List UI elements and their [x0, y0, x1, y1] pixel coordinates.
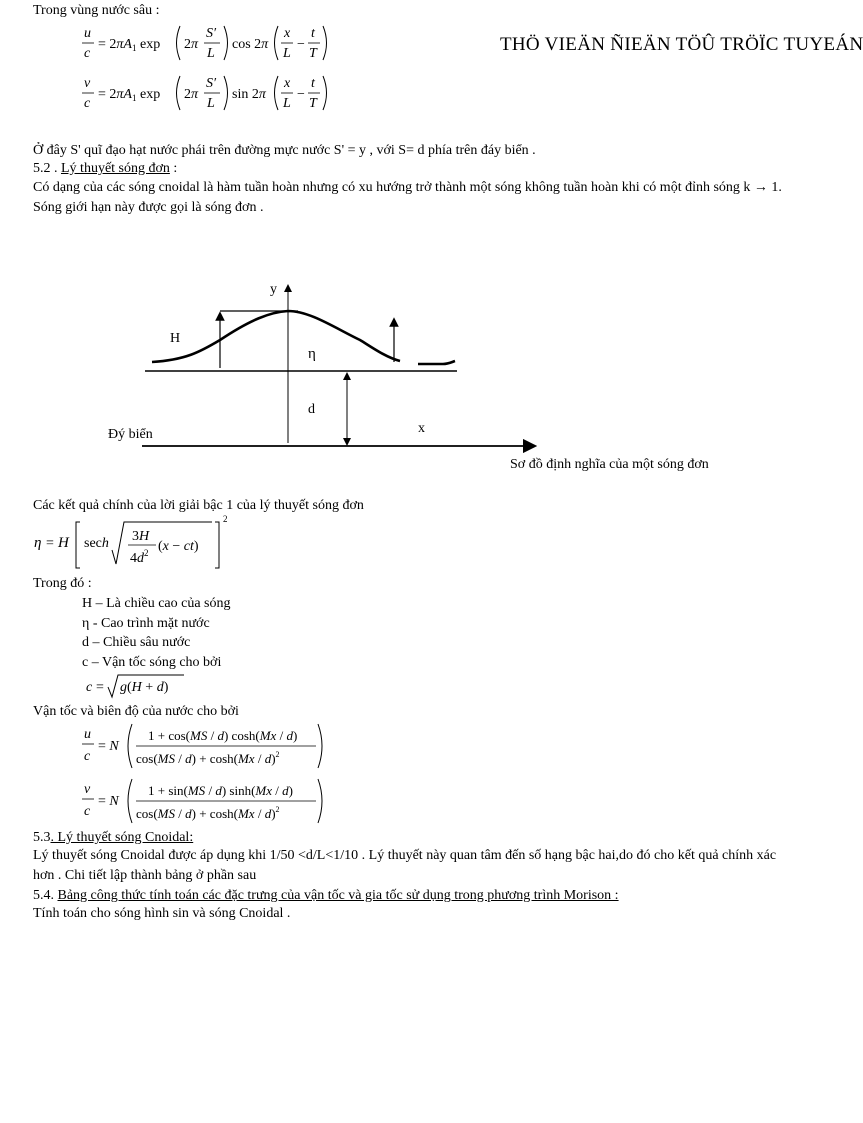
- section-number: 5.3: [33, 830, 51, 845]
- svg-text:g(H + d): g(H + d): [120, 680, 169, 695]
- label-x: x: [418, 421, 425, 436]
- svg-text:4d2: $4d^2$: [130, 548, 149, 566]
- section-title: Lý thuyết sóng đơn: [61, 161, 170, 176]
- svg-text:x: x: [284, 76, 291, 91]
- section-5-2-body: Có dạng của các sóng cnoidal là hàm tuần hoàn nhưng có xu hướng trở thành một sóng không tuần hoàn khi có một đỉnh sóng k → 1. Sóng giới hạn này được gọi là sóng đơn .: [33, 180, 782, 215]
- svg-text:t: t: [311, 76, 315, 91]
- svg-text:2: 2: [223, 514, 228, 524]
- svg-text:3H: 3H: [132, 529, 150, 544]
- svg-text:x: x: [284, 26, 291, 41]
- svg-text:S′: S′: [206, 76, 217, 91]
- svg-text:L: L: [207, 46, 215, 61]
- section-5-3-heading: [33, 829, 193, 846]
- svg-text:cos(MS / d) + cosh(Mx / d)2: cos(MS / d) + cosh(Mx / d)$^2$: [136, 750, 280, 766]
- svg-text:T: T: [309, 96, 317, 111]
- svg-text:−: −: [297, 87, 305, 102]
- svg-text:1 + sin(MS / d) sinh(Mx / d): 1 + sin(MS / d) sinh(Mx / d): [148, 783, 293, 798]
- diagram-caption: Sơ đồ định nghĩa của một sóng đơn: [510, 457, 709, 472]
- svg-text:−: −: [297, 37, 305, 52]
- section-5-4-body: Tính toán cho sóng hình sin và sóng Cnoidal .: [33, 906, 291, 921]
- label-y: y: [270, 282, 277, 297]
- svg-text:= N: = N: [98, 739, 119, 754]
- svg-text:1 + cos(MS / d) cosh(Mx / d): 1 + cos(MS / d) cosh(Mx / d): [148, 728, 298, 743]
- c-formula: [84, 673, 194, 699]
- def-c: c – Vận tốc sóng cho bởi: [82, 655, 222, 670]
- svg-text:L: L: [207, 96, 215, 111]
- svg-text:c: c: [84, 96, 91, 111]
- equation-u-deep: [80, 20, 330, 66]
- svg-text:= 2πA1 exp: = $2\pi A_1$ exp: [98, 37, 161, 53]
- svg-text:L: L: [283, 96, 291, 111]
- svg-text:v: v: [84, 76, 91, 91]
- svg-text:c: c: [84, 749, 91, 764]
- label-eta: η: [308, 346, 316, 362]
- svg-text:sech: sech: [84, 536, 109, 551]
- section-colon: :: [169, 161, 178, 176]
- svg-text:= 2πA1 exp: = $2\pi A_1$ exp: [98, 87, 161, 103]
- def-eta: η - Cao trình mặt nước: [82, 616, 210, 631]
- results-intro: Các kết quả chính của lời giải bậc 1 của lý thuyết sóng đơn: [33, 498, 364, 513]
- section-5-4-heading: [33, 887, 619, 904]
- label-H: H: [170, 331, 181, 346]
- def-H: H – Là chiều cao của sóng: [82, 596, 231, 611]
- equation-v-solitary: [80, 775, 330, 827]
- svg-text:cos(MS / d) + cosh(Mx / d)2: cos(MS / d) + cosh(Mx / d)$^2$: [136, 805, 280, 821]
- svg-text:(x − ct): (x − ct): [158, 539, 199, 554]
- svg-text:c: c: [84, 46, 91, 61]
- svg-text:=: =: [46, 536, 54, 551]
- svg-text:t: t: [311, 26, 315, 41]
- def-d: d – Chiều sâu nước: [82, 635, 191, 650]
- svg-text:c: c: [84, 804, 91, 819]
- svg-text:cos 2π: cos 2π: [232, 37, 269, 52]
- section-number: 5.4.: [33, 888, 58, 903]
- eta-formula: [32, 512, 232, 572]
- wave-profile: [152, 311, 400, 362]
- svg-text:S′: S′: [206, 26, 217, 41]
- svg-text:H: H: [58, 535, 69, 551]
- svg-text:η: η: [34, 535, 42, 551]
- svg-text:u: u: [84, 26, 91, 41]
- label-d: d: [308, 402, 315, 417]
- where-label: Trong đó :: [33, 576, 92, 591]
- svg-text:u: u: [84, 727, 91, 742]
- section-number: 5.2 .: [33, 161, 61, 176]
- velocity-intro: Vận tốc và biên độ của nước cho bởi: [33, 704, 239, 719]
- equation-v-deep: [80, 70, 330, 116]
- svg-text:= N: = N: [98, 794, 119, 809]
- section-5-3-body: Lý thuyết sóng Cnoidal được áp dụng khi 1/50 <d/L<1/10 . Lý thuyết này quan tâm đến số hạng bậc hai,do đó cho kết quả chính xác hơn . Chi tiết lập thành bảng ở phần sau: [33, 848, 777, 883]
- svg-text:2π: 2π: [184, 37, 199, 52]
- svg-text:=: =: [96, 680, 104, 695]
- section-title: . Lý thuyết sóng Cnoidal:: [50, 830, 194, 845]
- solitary-wave-diagram: [100, 280, 540, 455]
- label-seabed: Đý biển: [108, 427, 153, 442]
- section-title: Bảng công thức tính toán các đặc trưng của vận tốc và gia tốc sử dụng trong phương trình Morison :: [57, 888, 619, 903]
- deep-water-label: Trong vùng nước sâu :: [33, 3, 160, 18]
- s-note: Ở đây S' quĩ đạo hạt nước phái trên đường mực nước S' = y , với S= d phía trên đáy biển .: [33, 143, 536, 158]
- library-watermark: THÖ VIEÄN ÑIEÄN TÖÛ TRÖÏC TUYEÁN: [500, 34, 863, 55]
- svg-text:c: c: [86, 680, 93, 695]
- equation-u-solitary: [80, 720, 330, 772]
- svg-text:2π: 2π: [184, 87, 199, 102]
- section-5-2-heading: [33, 160, 177, 177]
- wave-tail: [418, 361, 455, 364]
- svg-text:sin 2π: sin 2π: [232, 87, 266, 102]
- svg-text:v: v: [84, 782, 91, 797]
- svg-text:L: L: [283, 46, 291, 61]
- svg-text:T: T: [309, 46, 317, 61]
